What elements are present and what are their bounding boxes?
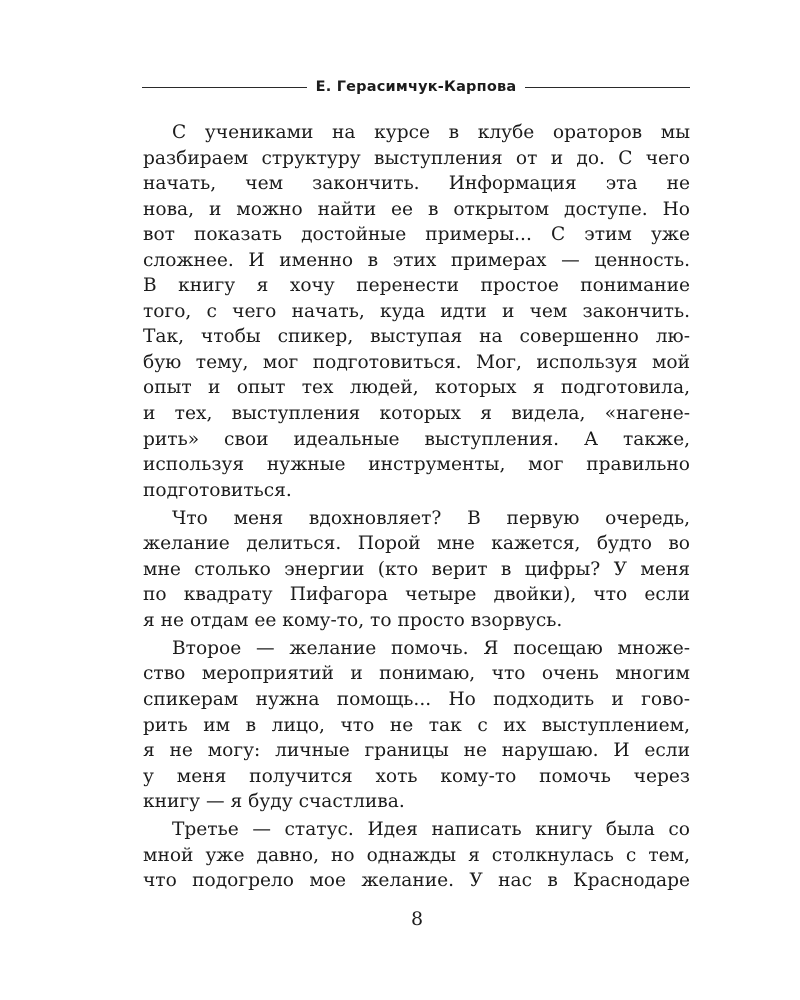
text-line: ство мероприятий и понимаю, что очень многим <box>143 663 690 685</box>
text-line: Второе — желание помочь. Я посещаю множе- <box>172 637 690 659</box>
paragraph <box>143 817 690 894</box>
text-line: того, с чего начать, куда идти и чем закончить. <box>143 300 690 322</box>
paragraph <box>143 506 690 634</box>
text-line: разбираем структуру выступления от и до. С чего <box>143 147 690 169</box>
header-rule-left <box>142 87 307 88</box>
text-line: сложнее. И именно в этих примерах — ценность. <box>143 249 690 271</box>
text-line: используя нужные инструменты, мог правильно <box>143 454 690 476</box>
text-line: мне столько энергии (кто верит в цифры? У меня <box>143 558 690 580</box>
paragraph <box>143 636 690 815</box>
text-line: подготовиться. <box>143 479 292 501</box>
text-line: Что меня вдохновляет? В первую очередь, <box>172 507 690 529</box>
text-line: я не могу: личные границы не нарушаю. И если <box>143 740 690 762</box>
running-head-author: Е. Герасимчук-Карпова <box>315 79 517 95</box>
page-number: 8 <box>410 908 424 930</box>
text-line: начать, чем закончить. Информация эта не <box>143 173 690 195</box>
text-line: что подогрело мое желание. У нас в Краснодаре <box>143 870 690 892</box>
text-line: опыт и опыт тех людей, которых я подготовила, <box>143 377 690 399</box>
text-line: желание делиться. Порой мне кажется, будто во <box>143 533 690 555</box>
text-line: Так, чтобы спикер, выступая на совершенно лю- <box>143 326 690 348</box>
text-line: С учениками на курсе в клубе ораторов мы <box>172 122 690 143</box>
text-line: по квадрату Пифагора четыре двойки), что если <box>143 584 690 606</box>
running-head <box>142 76 690 98</box>
text-line: бую тему, мог подготовиться. Мог, используя мой <box>143 351 690 373</box>
text-line: у меня получится хоть кому-то помочь через <box>143 765 690 787</box>
header-rule-right <box>525 87 690 88</box>
text-line: В книгу я хочу перенести простое понимание <box>143 275 690 297</box>
paragraph <box>143 120 690 503</box>
text-line: рить» свои идеальные выступления. А также, <box>143 428 690 450</box>
text-line: мной уже давно, но однажды я столкнулась с тем, <box>143 844 690 866</box>
text-line: и тех, выступления которых я видела, «нагене- <box>143 403 690 425</box>
body-text <box>143 120 690 894</box>
text-line: вот показать достойные примеры... С этим уже <box>143 224 690 246</box>
text-line: нова, и можно найти ее в открытом доступе. Но <box>143 198 690 220</box>
text-line: спикерам нужна помощь... Но подходить и гово- <box>143 689 690 711</box>
text-line: книгу — я буду счастлива. <box>143 791 405 813</box>
text-line: рить им в лицо, что не так с их выступлением, <box>143 714 690 736</box>
text-line: я не отдам ее кому-то, то просто взорвусь. <box>143 609 563 631</box>
text-line: Третье — статус. Идея написать книгу была со <box>172 819 690 841</box>
